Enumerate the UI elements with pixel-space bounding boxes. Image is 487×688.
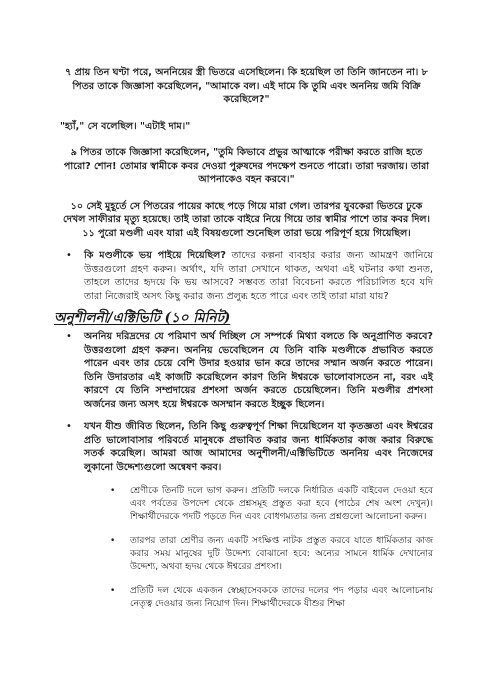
bullet-icon: • xyxy=(110,536,116,546)
sub-bullet-3: প্রতিটি দল থেকে একজন স্বেচ্ছাসেবককে তাদের দলের পদ পড়ার এবং আলোচনায় নেতৃত্ব দেওয়ার জন্য নিয়োগ দিন। শিক্ষার্থীদেরকে যীশুর শিক্ষা xyxy=(130,586,433,609)
bullet-icon: • xyxy=(66,250,72,261)
list-item xyxy=(106,535,433,574)
activity-sub-list xyxy=(60,485,433,611)
list-item xyxy=(60,420,433,474)
paragraph-verses-10-11: ১০ সেই মুহূর্তে সে পিতরের পায়ের কাছে পড়ে গিয়ে মারা গেল। তারপর যুবকেরা ভিতরে ঢুকে দেখল সাফীরার মৃত্যু হয়েছে। তাই তারা তাকে বাইরে নিয়ে গিয়ে তার স্বামীর পাশে তার কবর দিল। ১১ পুরো মণ্ডলী এবং যারা এই বিষয়গুলো শুনেছিল তারা ভয়ে পরিপূর্ণ হয়ে গিয়েছিল। xyxy=(63,200,430,239)
sub-bullet-1: শ্রেণীকে তিনটি দলে ভাগ করুন। প্রতিটি দলকে নির্ধারিত একটি বাইবেল দেওয়া হবে এবং পর্বতের উপদেশ থেকে প্রশ্নসমূহ প্রস্তুত করা হবে (পাঠের শেষ অংশ দেখুন)। শিক্ষার্থীদেরকে পদটি পড়তে দিন এবং বোধগম্যতার জন্য প্রশ্নগুলো আলোচনা করুন। xyxy=(130,486,433,522)
paragraph-sapphira-reply: "হ্যাঁ," সে বলেছিল। "এটাই দাম।" xyxy=(60,120,191,132)
bullet-icon: • xyxy=(110,586,116,596)
list-item xyxy=(60,330,433,411)
activity-bullet-1: অননিয় দরিদ্রদের যে পরিমাণ অর্থ দিচ্ছিল সে সম্পর্কে মিথ্যা বলতে কি অনুপ্রাণিত করবে? উত্তরগুলো গ্রহণ করুন। অননিয় ভেবেছিলেন যে তিনি বাকি মণ্ডলীকে প্রভাবিত করতে পারেন এবং তার চেয়ে বেশি উদার হওয়ার ভান করে তাদের সম্মান অর্জন করতে পারেন। তিনি উদারতার এই কাজটি করেছিলেন কারণ তিনি ঈশ্বরকে ভালোবাসতেন না, বরং এই কারণে যে তিনি সম্প্রদায়ের প্রশংসা অর্জন করতে চেয়েছিলেন। তিনি মণ্ডলীর প্রশংসা অর্জনের জন্য অসৎ হয়ে ঈশ্বরকে অসম্মান করতে ইচ্ছুক ছিলেন। xyxy=(84,331,433,410)
question-lead: কি মণ্ডলীকে ভয় পাইয়ে দিয়েছিল? xyxy=(84,250,226,261)
sub-bullet-2: তারপর তারা শ্রেণীর জন্য একটি সংক্ষিপ্ত নাটক প্রস্তুত করবে যাতে ধার্মিকতার কাজ করার সময় মানুষের দুটি উদ্দেশ্য বোঝানো হবে: অন্যের সামনে ধার্মিক দেখানোর উদ্দেশ্য, অথবা হৃদয় থেকে ঈশ্বরের প্রশংসা। xyxy=(130,536,433,572)
bullet-icon: • xyxy=(110,486,116,496)
list-item xyxy=(106,585,433,611)
bullet-icon: • xyxy=(66,421,72,432)
bullet-icon: • xyxy=(66,331,72,342)
section-heading: অনুশীলনী/এক্টিভিটি (১০ মিনিট) xyxy=(54,310,231,326)
paragraph-verse-9: ৯ পিতর তাকে জিজ্ঞাসা করেছিলেন, "তুমি কিভাবে প্রভুর আত্মাকে পরীক্ষা করতে রাজি হতে পারো? শোন! তোমার স্বামীকে কবর দেওয়া পুরুষদের পদক্ষেপ শুনতে পারো। তারা দরজায়। তারা আপনাকেও বহন করবে।" xyxy=(63,147,430,185)
question-list xyxy=(60,249,433,303)
activity-bullet-2: যখন যীশু জীবিত ছিলেন, তিনি কিছু গুরুত্বপূর্ণ শিক্ষা দিয়েছিলেন যা কৃতজ্ঞতা এবং ঈশ্বরের প্রতি ভালোবাসার পরিবর্তে মানুষকে প্রভাবিত করার জন্য ধার্মিকতার কাজ করার বিরুদ্ধে সতর্ক করেছিল। আমরা আজ আমাদের অনুশীলনী/এক্টিভিটিতে অননিয় এবং নিজেদের লুকানো উদ্দেশ্যগুলো অন্বেষণ করব। xyxy=(84,421,433,473)
list-item xyxy=(106,485,433,524)
paragraph-verses-7-8: ৭ প্রায় তিন ঘণ্টা পরে, অননিয়ের স্ত্রী ভিতরে এসেছিলেন। কি হয়েছিল তা তিনি জানতেন না। ৮ পিতর তাকে জিজ্ঞাসা করেছিলেন, "আমাকে বল। এই দামে কি তুমি এবং অননিয় জমি বিক্রি করেছিলে?" xyxy=(65,67,428,105)
activity-list xyxy=(60,330,433,474)
question-text: তাদের কল্পনা ব্যবহার করার জন্য আমন্ত্রণ জানিয়ে উত্তরগুলো গ্রহণ করুন। অর্থাৎ, যদি তারা সেখানে থাকত, অথবা এই ঘটনার কথা শুনত, তাহলে তাদের হৃদয়ে কি ভয় আসবে? সম্ভবত তারা বিবেচনা করতে পরিচালিত হবে যদি তারা নিজেরাই অসৎ কিছু করার জন্য প্রলুব্ধ হতে পারে এবং তাই তারা মারা যায়? xyxy=(84,250,433,302)
list-item xyxy=(60,249,433,303)
